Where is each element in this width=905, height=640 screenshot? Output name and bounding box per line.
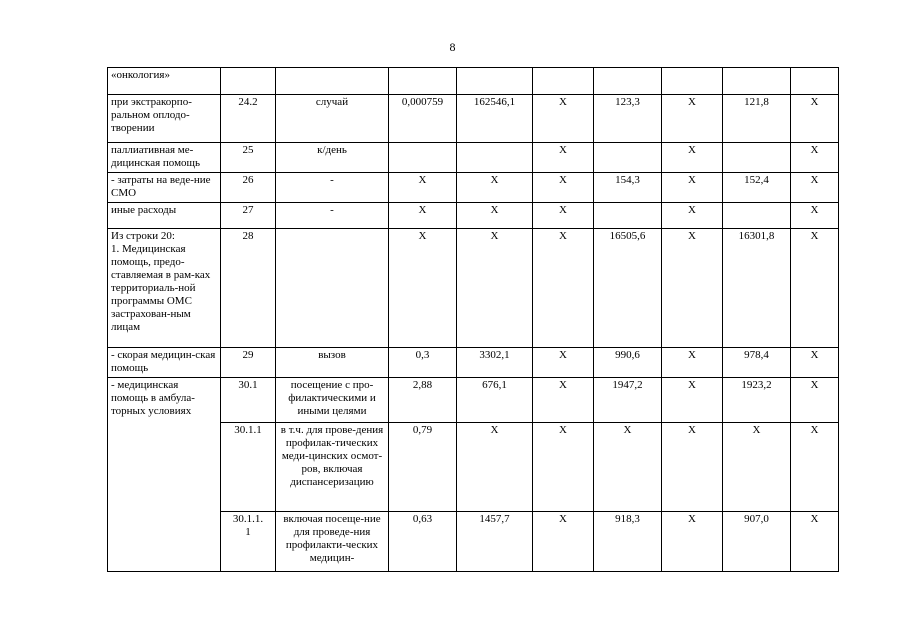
cell: 2,88	[389, 378, 457, 423]
cell: Х	[457, 203, 533, 229]
cell: Х	[533, 173, 594, 203]
cell: 990,6	[594, 348, 662, 378]
cell: Х	[791, 173, 839, 203]
row-label: паллиативная ме-дицинская помощь	[108, 143, 221, 173]
row-number: 25	[221, 143, 276, 173]
table-row	[108, 143, 839, 173]
cell	[457, 143, 533, 173]
cell: Х	[662, 203, 723, 229]
cell: Х	[533, 378, 594, 423]
cell: 0,000759	[389, 95, 457, 143]
row-unit: включая посеще-ние для проведе-ния профилакти-ческих медицин-	[276, 512, 389, 572]
table-row	[108, 95, 839, 143]
cell	[594, 143, 662, 173]
cell: Х	[533, 423, 594, 512]
cell: Х	[594, 423, 662, 512]
cell: Х	[533, 348, 594, 378]
cell: Х	[662, 229, 723, 348]
cell: 1923,2	[723, 378, 791, 423]
row-number: 26	[221, 173, 276, 203]
row-number: 29	[221, 348, 276, 378]
row-label: Из строки 20: 1. Медицинская помощь, предо-ставляемая в рам-ках территориаль-ной программы ОМС застрахован-ным лицам	[108, 229, 221, 348]
cell: 0,63	[389, 512, 457, 572]
row-unit: вызов	[276, 348, 389, 378]
row-number: 24.2	[221, 95, 276, 143]
table-row	[108, 203, 839, 229]
row-unit	[276, 229, 389, 348]
cell: 3302,1	[457, 348, 533, 378]
cell: Х	[662, 143, 723, 173]
cell: 162546,1	[457, 95, 533, 143]
cell: 0,3	[389, 348, 457, 378]
cell: Х	[389, 203, 457, 229]
cell: Х	[533, 229, 594, 348]
table-row	[108, 229, 839, 348]
cell: 16301,8	[723, 229, 791, 348]
cell: Х	[662, 378, 723, 423]
cell: Х	[791, 203, 839, 229]
cell: Х	[533, 203, 594, 229]
cell: Х	[389, 229, 457, 348]
cell: Х	[662, 95, 723, 143]
cell: Х	[662, 173, 723, 203]
row-unit: -	[276, 203, 389, 229]
cell: 16505,6	[594, 229, 662, 348]
table-row	[108, 68, 839, 95]
cell: 1947,2	[594, 378, 662, 423]
row-unit: к/день	[276, 143, 389, 173]
table-row	[108, 348, 839, 378]
row-number: 28	[221, 229, 276, 348]
cell	[594, 203, 662, 229]
cell: 918,3	[594, 512, 662, 572]
row-label: - затраты на веде-ние СМО	[108, 173, 221, 203]
row-number: 30.1.1. 1	[221, 512, 276, 572]
row-number	[221, 68, 276, 95]
cell: Х	[662, 423, 723, 512]
cell: Х	[662, 348, 723, 378]
table-row	[108, 378, 839, 423]
cell: 121,8	[723, 95, 791, 143]
cell: 676,1	[457, 378, 533, 423]
row-unit: в т.ч. для прове-дения профилак-тических меди-цинских осмот-ров, включая диспансеризацию	[276, 423, 389, 512]
cell: Х	[791, 512, 839, 572]
cell	[723, 203, 791, 229]
cell: 978,4	[723, 348, 791, 378]
row-unit: случай	[276, 95, 389, 143]
cell: Х	[723, 423, 791, 512]
cell: 907,0	[723, 512, 791, 572]
row-label: - медицинская помощь в амбула-торных условиях	[108, 378, 221, 572]
table-row	[108, 173, 839, 203]
cell: 0,79	[389, 423, 457, 512]
page-number: 8	[449, 40, 456, 54]
cell: Х	[662, 512, 723, 572]
cell: 154,3	[594, 173, 662, 203]
cell: 152,4	[723, 173, 791, 203]
cell: 123,3	[594, 95, 662, 143]
cell: Х	[791, 378, 839, 423]
row-number: 30.1	[221, 378, 276, 423]
row-label: «онкология»	[108, 68, 221, 95]
tariff-table	[107, 67, 839, 572]
row-unit: -	[276, 173, 389, 203]
row-label: - скорая медицин-ская помощь	[108, 348, 221, 378]
cell: Х	[791, 423, 839, 512]
cell: Х	[791, 348, 839, 378]
cell: Х	[457, 173, 533, 203]
row-label: иные расходы	[108, 203, 221, 229]
cell	[723, 143, 791, 173]
row-label: при экстракорпо-ральном оплодо-творении	[108, 95, 221, 143]
row-number: 27	[221, 203, 276, 229]
cell: Х	[533, 512, 594, 572]
row-unit: посещение с про-филактическими и иными целями	[276, 378, 389, 423]
cell: Х	[791, 95, 839, 143]
cell	[389, 143, 457, 173]
cell: Х	[791, 143, 839, 173]
cell: 1457,7	[457, 512, 533, 572]
cell: Х	[457, 423, 533, 512]
cell: Х	[389, 173, 457, 203]
cell: Х	[457, 229, 533, 348]
cell: Х	[791, 229, 839, 348]
row-unit	[276, 68, 389, 95]
cell: Х	[533, 143, 594, 173]
row-number: 30.1.1	[221, 423, 276, 512]
cell: Х	[533, 95, 594, 143]
